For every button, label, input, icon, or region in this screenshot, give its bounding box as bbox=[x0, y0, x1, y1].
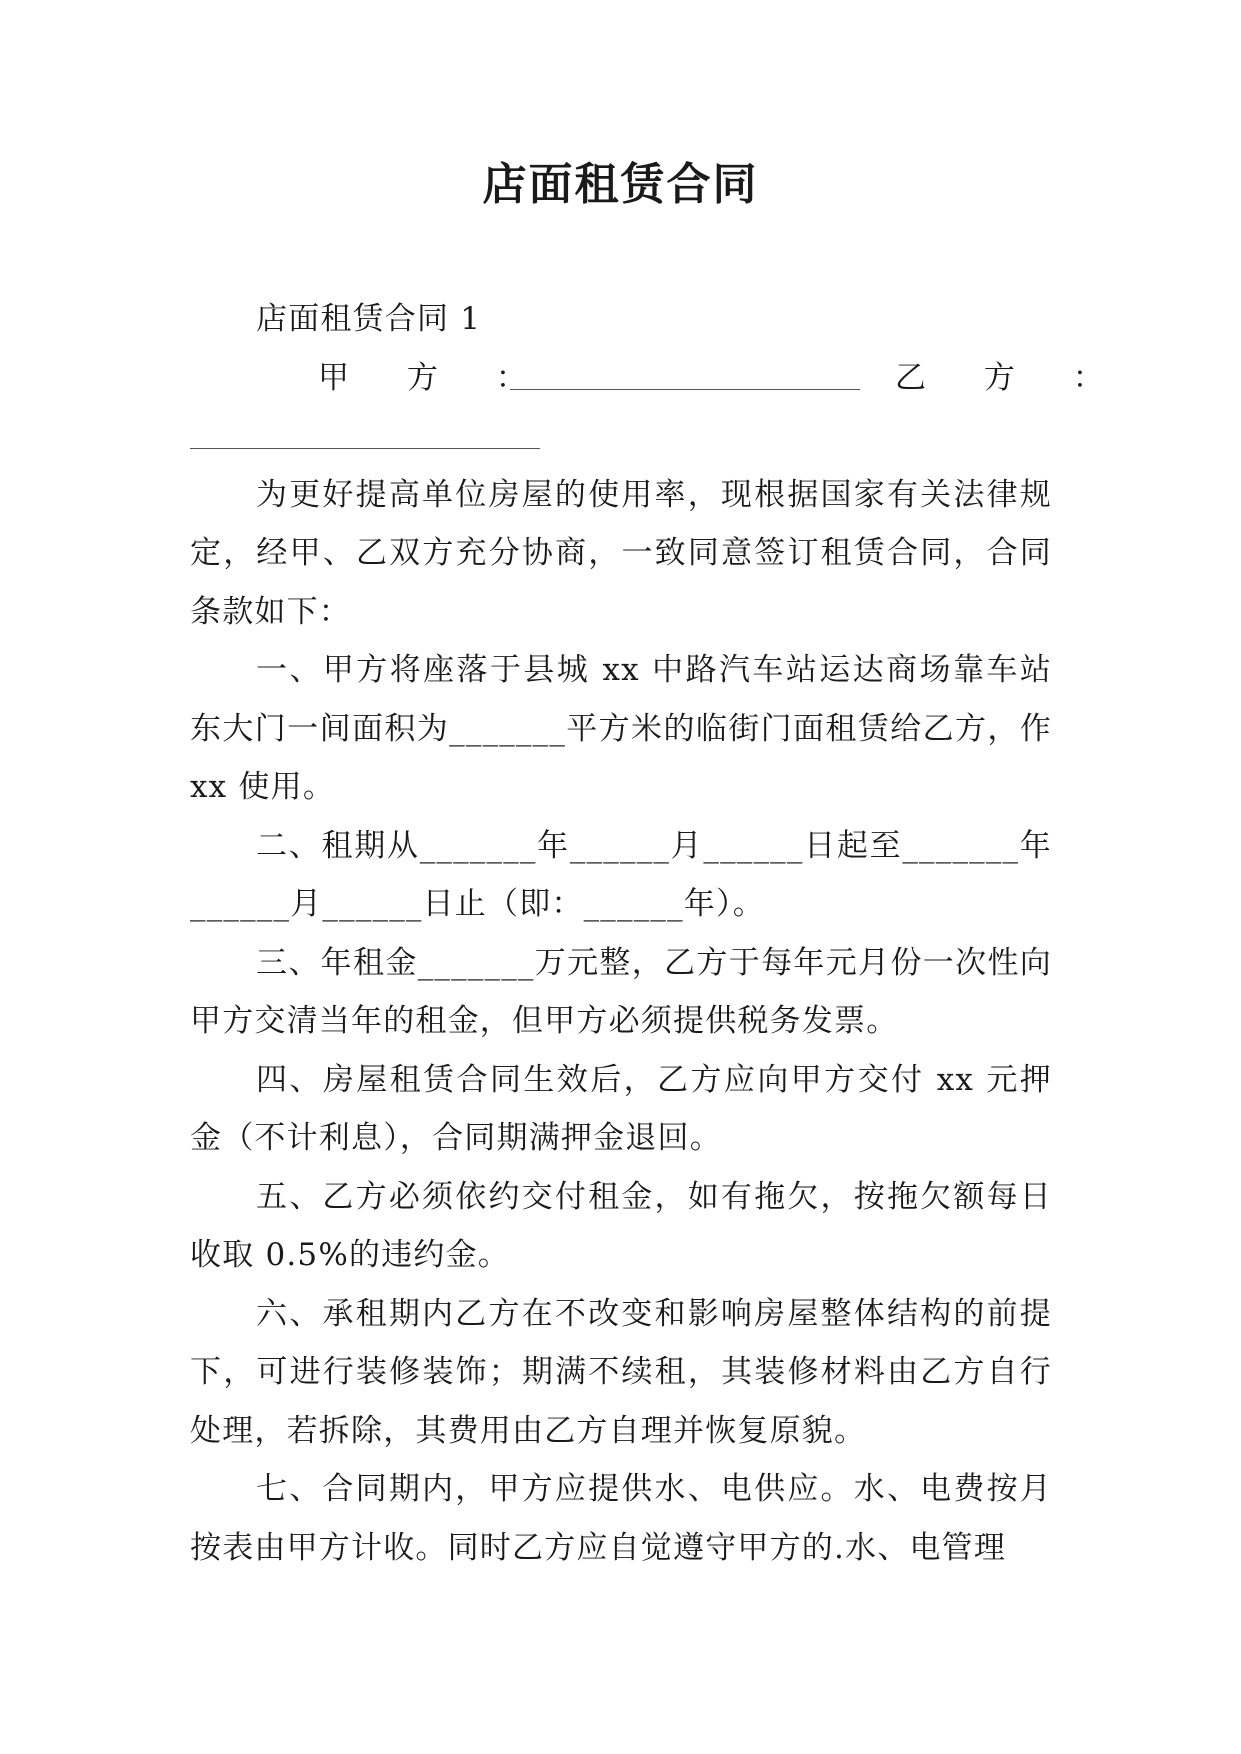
paragraph-clause-4: 四、房屋租赁合同生效后，乙方应向甲方交付 xx 元押金（不计利息），合同期满押金退回。 bbox=[190, 1061, 1052, 1156]
paragraph-clause-1: 一、甲方将座落于县城 xx 中路汽车站运达商场靠车站东大门一间面积为_______平方米的临街门面租赁给乙方，作 xx 使用。 bbox=[190, 652, 1052, 805]
paragraph-clause-6: 六、承租期内乙方在不改变和影响房屋整体结构的前提下，可进行装修装饰；期满不续租，其装修材料由乙方自行处理，若拆除，其费用由乙方自理并恢复原貌。 bbox=[190, 1295, 1052, 1449]
document-title: 店面租赁合同 bbox=[482, 159, 759, 210]
party-a-label: 甲 方 ： bbox=[318, 359, 551, 396]
paragraph-clause-5: 五、乙方必须依约交付租金，如有拖欠，按拖欠额每日收取 0.5%的违约金。 bbox=[190, 1178, 1052, 1273]
contract-subheading: 店面租赁合同 1 bbox=[256, 301, 482, 337]
party-b-label: 乙 方 ： bbox=[895, 359, 1128, 396]
party-b-blank bbox=[190, 448, 540, 449]
party-a-blank bbox=[510, 389, 860, 390]
paragraph-clause-2: 二、租期从_______年______月______日起至_______年______月______日止（即：______年）。 bbox=[190, 827, 1052, 922]
paragraph-clause-7: 七、合同期内，甲方应提供水、电供应。水、电费按月按表由甲方计收。同时乙方应自觉遵守甲方的.水、电管理 bbox=[190, 1471, 1052, 1566]
paragraph-clause-3: 三、年租金_______万元整，乙方于每年元月份一次性向甲方交清当年的租金，但甲方必须提供税务发票。 bbox=[190, 944, 1052, 1039]
paragraph-intro: 为更好提高单位房屋的使用率，现根据国家有关法律规定，经甲、乙双方充分协商，一致同意签订租赁合同，合同条款如下： bbox=[190, 476, 1052, 630]
document-body bbox=[190, 290, 1128, 1577]
parties-line bbox=[190, 349, 1128, 466]
